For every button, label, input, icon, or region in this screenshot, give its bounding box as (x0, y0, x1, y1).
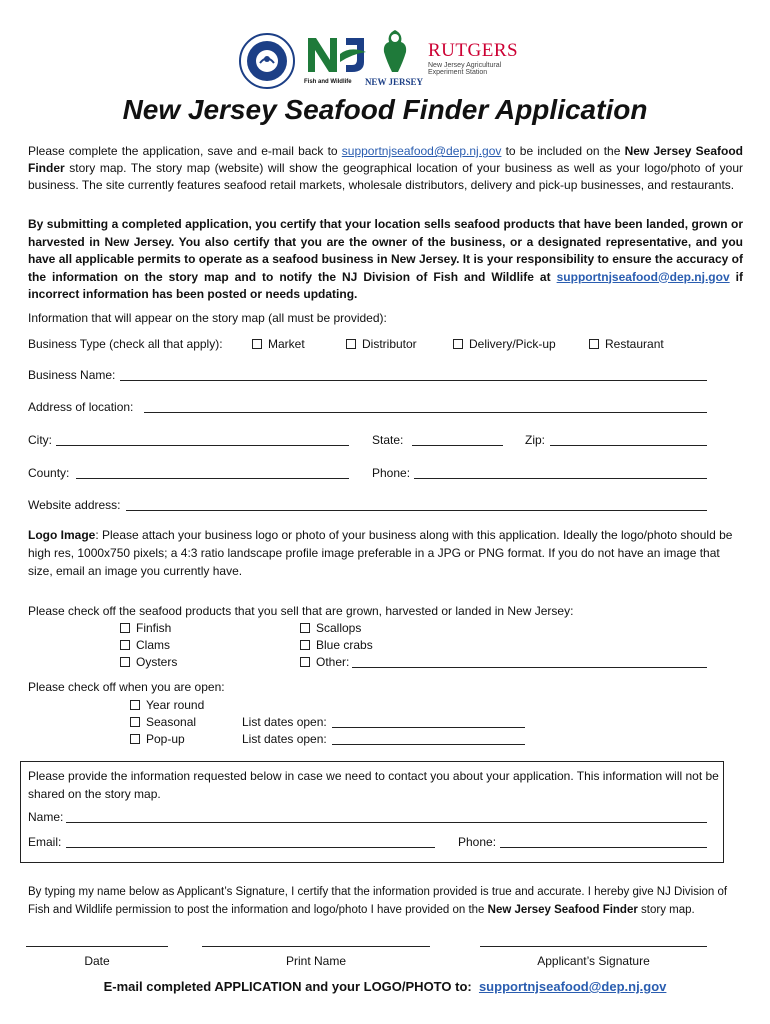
pop-up-label: Pop-up (146, 732, 185, 746)
checkbox-icon[interactable] (453, 339, 463, 349)
contact-text: Please provide the information requested below in case we need to contact you about your application. This information will not be shared on the story map. (28, 769, 719, 801)
popup-dates-field[interactable] (332, 744, 525, 745)
signature-text-a: By typing my name below as Applicant’s Signature, I certify that the information provided is true and accurate. I hereby give NJ Division of Fish and Wildlife permission to post the information and logo/photo I have provided on the (28, 886, 728, 916)
intro-text-c: story map. The story map (website) will show the geographical location of your business as well as your logo/photo of your business. The site currently features seafood retail markets, wholesale distributors, delivery and pick-up businesses, and restaurants. (28, 161, 743, 192)
rutgers-sub1: New Jersey Agricultural (428, 62, 502, 69)
date-field[interactable] (26, 946, 168, 947)
address-label: Address of location: (28, 400, 134, 414)
business-type-label: Business Type (check all that apply): (28, 337, 223, 351)
seasonal-dates-field[interactable] (332, 727, 525, 728)
seasonal-label: Seasonal (146, 715, 197, 729)
checkbox-icon[interactable] (300, 623, 310, 633)
blue-crabs-label: Blue crabs (316, 638, 373, 652)
county-field[interactable] (76, 478, 349, 479)
footer-email-link[interactable]: supportnjseafood@dep.nj.gov (478, 979, 667, 994)
zip-field[interactable] (550, 445, 707, 446)
nj-dep-seal-icon (238, 32, 296, 90)
website-field[interactable] (126, 510, 707, 511)
logo-strip (238, 28, 538, 90)
product-oysters[interactable] (120, 655, 177, 669)
info-heading: Information that will appear on the story map (all must be provided): (28, 311, 387, 325)
footer-line (0, 979, 770, 994)
signature-text-b: story map. (637, 904, 695, 916)
business-type-restaurant[interactable] (589, 337, 664, 351)
checkbox-icon[interactable] (589, 339, 599, 349)
contact-name-label: Name: (28, 810, 64, 824)
checkbox-icon[interactable] (346, 339, 356, 349)
contact-email-field[interactable] (66, 847, 435, 848)
state-label: State: (372, 433, 404, 447)
open-seasonal[interactable] (130, 715, 196, 729)
intro-bold-title: New Jersey Seafood Finder (28, 144, 744, 175)
product-other[interactable] (300, 655, 349, 669)
product-clams[interactable] (120, 638, 170, 652)
intro-email-link[interactable]: supportnjseafood@dep.nj.gov (341, 144, 502, 158)
oysters-label: Oysters (136, 655, 178, 669)
address-field[interactable] (144, 412, 707, 413)
product-finfish[interactable] (120, 621, 171, 635)
phone-label: Phone: (372, 466, 411, 480)
contact-email-label: Email: (28, 835, 62, 849)
checkbox-icon[interactable] (252, 339, 262, 349)
open-year-round[interactable] (130, 698, 204, 712)
checkbox-icon[interactable] (120, 623, 130, 633)
rutgers-sub2: Experiment Station (428, 69, 488, 76)
certify-paragraph (28, 216, 743, 304)
city-label: City: (28, 433, 52, 447)
certify-text: By submitting a completed application, you certify that your location sells seafood products that have been landed, grown or harvested in New Jersey. You also certify that you are the owner of the business, or a designated representative, and you have all applicable permits to operate as a seafood business in New Jersey. It is your responsibility to ensure the accuracy of the information on the story map and to notify the NJ Division of Fish and Wildlife at (28, 217, 743, 284)
signature-paragraph (28, 883, 748, 919)
certify-email-link[interactable]: supportnjseafood@dep.nj.gov (556, 269, 730, 284)
new-jersey-label: NEW JERSEY (364, 77, 424, 87)
checkbox-icon[interactable] (130, 700, 140, 710)
business-name-field[interactable] (120, 380, 707, 381)
zip-label: Zip: (525, 433, 546, 447)
intro-text-a: Please complete the application, save and e-mail back to (28, 144, 342, 158)
print-name-label: Print Name (285, 954, 347, 968)
checkbox-icon[interactable] (120, 657, 130, 667)
fish-wildlife-label: Fish and Wildlife (304, 79, 352, 85)
finfish-label: Finfish (136, 621, 172, 635)
logo-image-text: : Please attach your business logo or photo of your business along with this application. Ideally the logo/photo should be high res, 1000x750 pixels; a 4:3 ratio landscape profile image preferable in a JPG or PNG format. If you do not have an image that size, email an image you currently have. (28, 528, 733, 578)
distributor-label: Distributor (362, 337, 417, 351)
checkbox-icon[interactable] (130, 734, 140, 744)
rutgers-wordmark: RUTGERS (428, 40, 519, 61)
checkbox-icon[interactable] (300, 640, 310, 650)
seasonal-dates-label: List dates open: (242, 715, 327, 729)
logo-image-bold: Logo Image (28, 528, 96, 542)
delivery-label: Delivery/Pick-up (469, 337, 556, 351)
city-field[interactable] (56, 445, 349, 446)
county-label: County: (28, 466, 70, 480)
market-label: Market (268, 337, 305, 351)
nj-state-logo (364, 28, 424, 90)
signature-bold-title: New Jersey Seafood Finder (487, 904, 638, 916)
other-label: Other: (316, 655, 350, 669)
year-round-label: Year round (146, 698, 205, 712)
nj-state-figure-icon (372, 28, 418, 74)
website-label: Website address: (28, 498, 121, 512)
intro-text-b: to be included on the (501, 144, 625, 158)
business-type-market[interactable] (252, 337, 305, 351)
open-heading: Please check off when you are open: (28, 680, 225, 694)
applicant-signature-field[interactable] (480, 946, 707, 947)
print-name-field[interactable] (202, 946, 430, 947)
other-products-field[interactable] (352, 667, 707, 668)
open-pop-up[interactable] (130, 732, 185, 746)
contact-phone-label: Phone: (458, 835, 497, 849)
intro-paragraph (28, 143, 743, 194)
restaurant-label: Restaurant (605, 337, 664, 351)
product-scallops[interactable] (300, 621, 361, 635)
product-blue-crabs[interactable] (300, 638, 373, 652)
clams-label: Clams (136, 638, 171, 652)
rutgers-logo (428, 40, 538, 90)
business-type-delivery[interactable] (453, 337, 556, 351)
date-label: Date (84, 954, 110, 968)
logo-image-paragraph (28, 526, 743, 580)
contact-phone-field[interactable] (500, 847, 707, 848)
checkbox-icon[interactable] (120, 640, 130, 650)
phone-field[interactable] (414, 478, 707, 479)
business-type-distributor[interactable] (346, 337, 417, 351)
checkbox-icon[interactable] (300, 657, 310, 667)
contact-name-field[interactable] (66, 822, 707, 823)
scallops-label: Scallops (316, 621, 362, 635)
state-field[interactable] (412, 445, 503, 446)
products-heading: Please check off the seafood products that you sell that are grown, harvested or landed in New Jersey: (28, 604, 574, 618)
checkbox-icon[interactable] (130, 717, 140, 727)
footer-text: E-mail completed APPLICATION and your LOGO/PHOTO to: (103, 979, 472, 994)
applicant-signature-label: Applicant’s Signature (537, 954, 650, 968)
popup-dates-label: List dates open: (242, 732, 327, 746)
business-name-label: Business Name: (28, 368, 116, 382)
certify-text-end: if incorrect information has been posted or needs updating. (28, 269, 743, 301)
page-title: New Jersey Seafood Finder Application (122, 94, 648, 125)
